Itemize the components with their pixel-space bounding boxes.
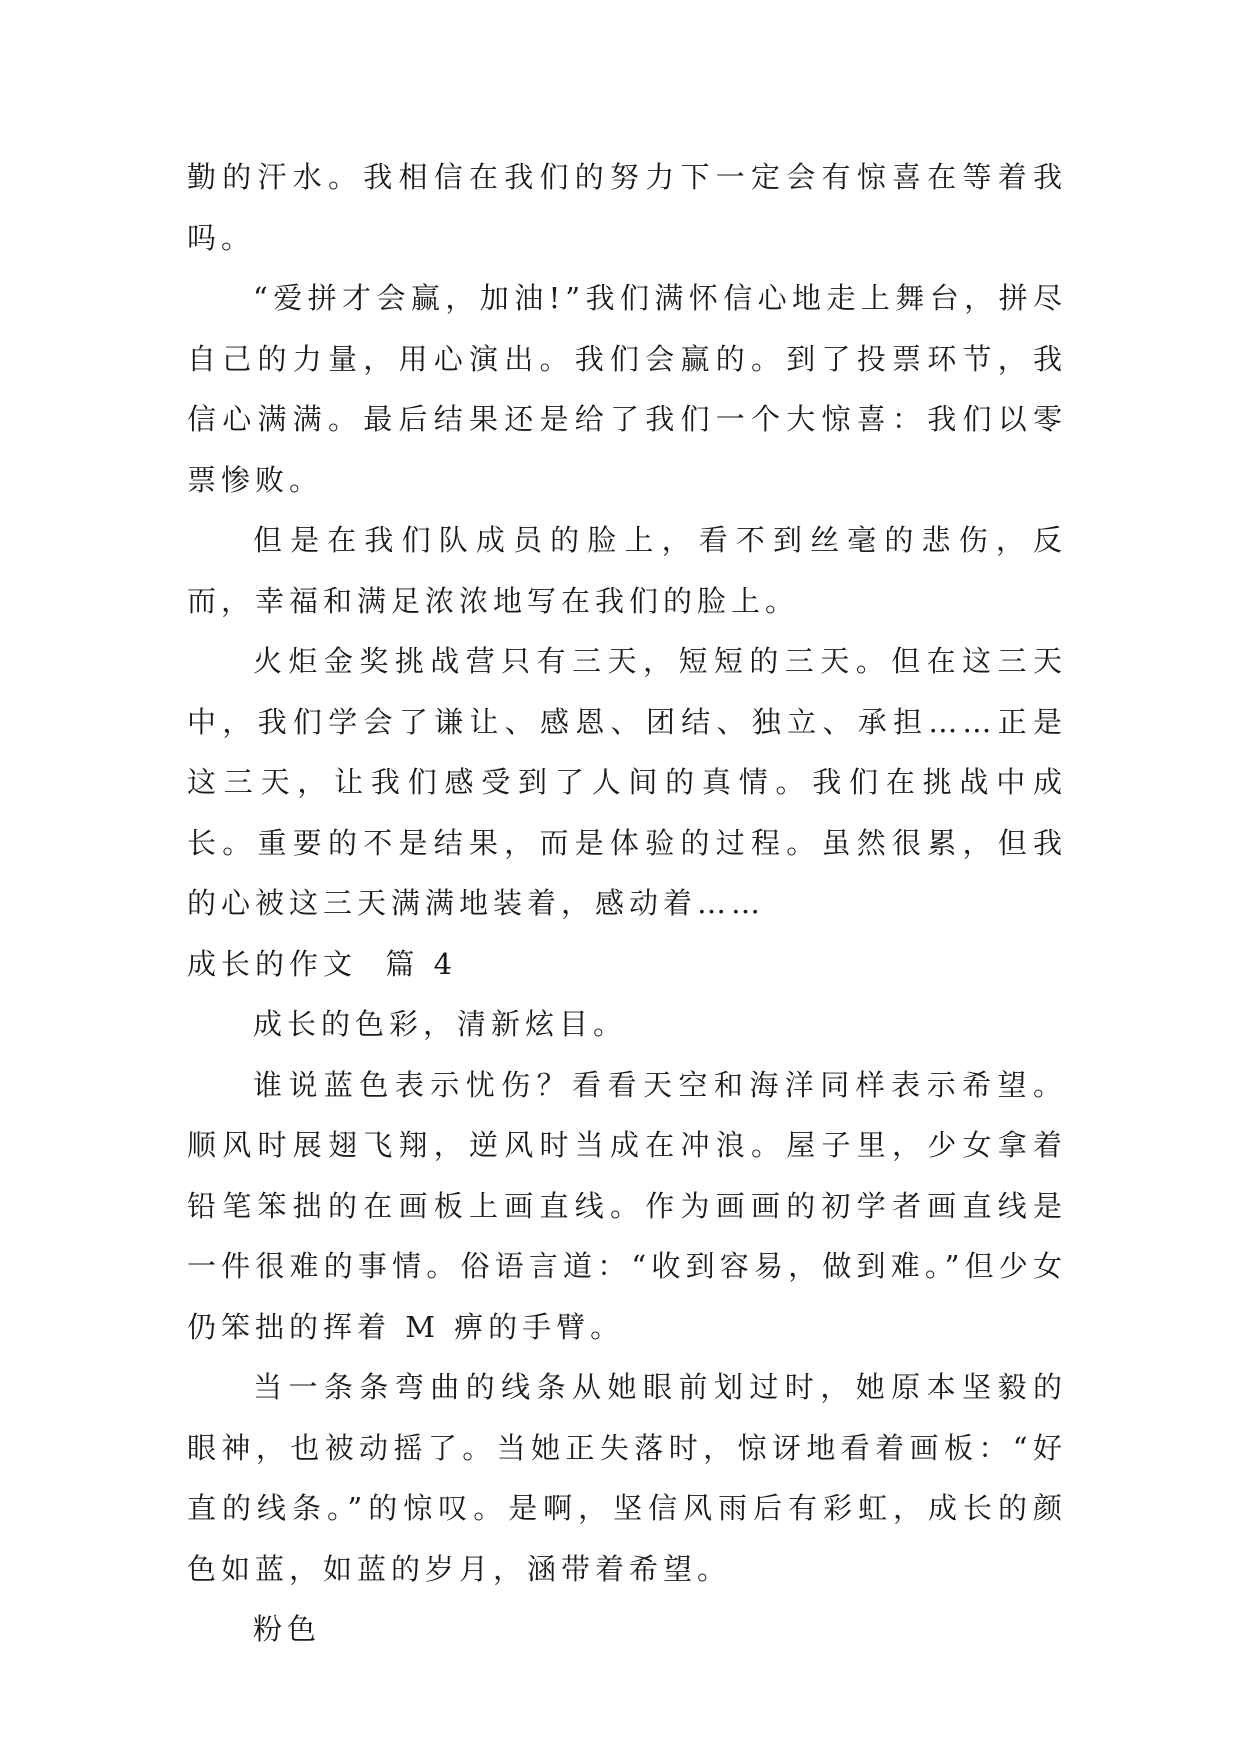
section-heading: 成长的作文 篇 4 — [187, 946, 458, 981]
document-body — [187, 147, 1067, 1660]
paragraph: 当一条条弯曲的线条从她眼前划过时，她原本坚毅的眼神，也被动摇了。当她正失落时，惊讶地看着画板：“好直的线条。”的惊叹。是啊，坚信风雨后有彩虹，成长的颜色如蓝，如蓝的岁月，涵带着希望。 — [187, 1370, 1067, 1586]
paragraph: “爱拼才会赢，加油!”我们满怀信心地走上舞台，拼尽自己的力量，用心演出。我们会赢的。到了投票环节，我信心满满。最后结果还是给了我们一个大惊喜：我们以零票惨败。 — [187, 281, 1067, 497]
paragraph: 谁说蓝色表示忧伤？看看天空和海洋同样表示希望。顺风时展翅飞翔，逆风时当成在冲浪。屋子里，少女拿着铅笔笨拙的在画板上画直线。作为画画的初学者画直线是一件很难的事情。俗语言道：“收到容易，做到难。”但少女仍笨拙的挥着 M 痹的手臂。 — [187, 1067, 1067, 1344]
paragraph: 但是在我们队成员的脸上，看不到丝毫的悲伤，反而，幸福和满足浓浓地写在我们的脸上。 — [187, 523, 1067, 618]
paragraph: 火炬金奖挑战营只有三天，短短的三天。但在这三天中，我们学会了谦让、感恩、团结、独立、承担……正是这三天，让我们感受到了人间的真情。我们在挑战中成长。重要的不是结果，而是体验的过程。虽然很累，但我的心被这三天满满地装着，感动着…… — [187, 644, 1067, 920]
paragraph-continuation: 勤的汗水。我相信在我们的努力下一定会有惊喜在等着我吗。 — [187, 160, 1067, 255]
paragraph: 成长的色彩，清新炫目。 — [253, 1007, 628, 1041]
paragraph: 粉色 — [253, 1612, 322, 1646]
